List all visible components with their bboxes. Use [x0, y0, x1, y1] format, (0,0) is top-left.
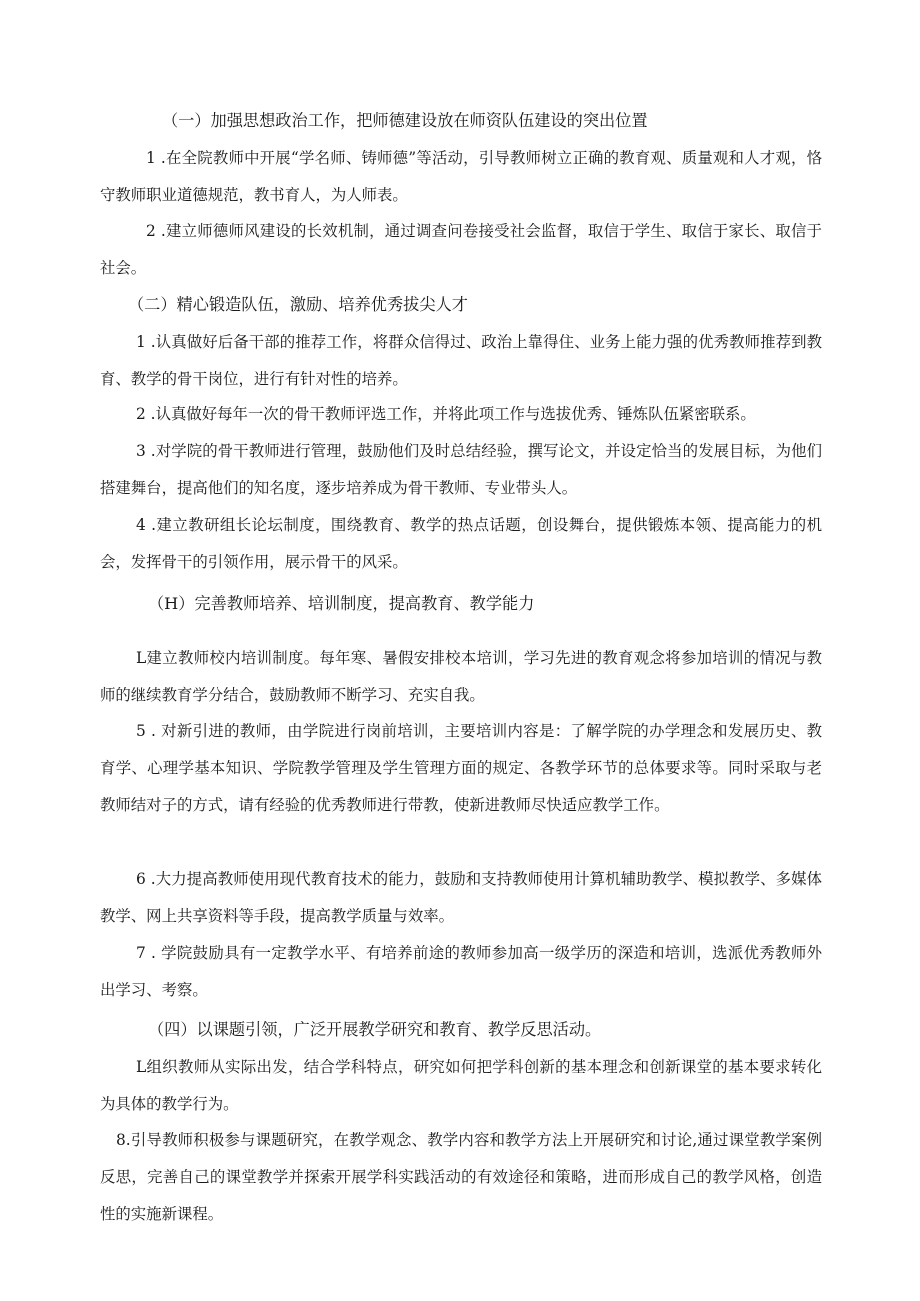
paragraph-1-2: 2 .建立师德师风建设的长效机制，通过调查问卷接受社会监督，取信于学生、取信于家长、取信于社会。 [100, 222, 822, 277]
paragraph-4-1: L组织教师从实际出发，结合学科特点，研究如何把学科创新的基本理念和创新课堂的基本要求转化为具体的教学行为。 [100, 1058, 822, 1113]
section-heading-4: （四）以课题引领，广泛开展教学研究和教育、教学反思活动。 [148, 1020, 602, 1039]
paragraph-2-4: 4 .建立教研组长论坛制度，围绕教育、教学的热点话题，创设舞台，提供锻炼本领、提高能力的机会，发挥骨干的引领作用，展示骨干的风采。 [100, 516, 822, 571]
paragraph-2-1: 1 .认真做好后备干部的推荐工作，将群众信得过、政治上靠得住、业务上能力强的优秀教师推荐到教育、教学的骨干岗位，进行有针对性的培养。 [100, 333, 822, 388]
paragraph-3-3: 6 .大力提高教师使用现代教育技术的能力，鼓励和支持教师使用计算机辅助教学、模拟教学、多媒体教学、网上共享资料等手段，提高教学质量与效率。 [100, 870, 822, 925]
paragraph-1-1: 1 .在全院教师中开展“学名师、铸师德”等活动，引导教师树立正确的教育观、质量观和人才观，恪守教师职业道德规范，教书育人，为人师表。 [100, 149, 822, 204]
paragraph-2-3: 3 .对学院的骨干教师进行管理，鼓励他们及时总结经验，撰写论文，并设定恰当的发展目标，为他们搭建舞台，提高他们的知名度，逐步培养成为骨干教师、专业带头人。 [100, 442, 822, 497]
paragraph-3-2: 5 . 对新引进的教师，由学院进行岗前培训，主要培训内容是：了解学院的办学理念和发展历史、教育学、心理学基本知识、学院教学管理及学生管理方面的规定、各教学环节的总体要求等。同时采取与老教师结对子的方式，请有经验的优秀教师进行带教，使新进教师尽快适应教学工作。 [100, 722, 822, 814]
section-heading-1: （一）加强思想政治工作，把师德建设放在师资队伍建设的突出位置 [162, 111, 648, 130]
paragraph-4-2: 8.引导教师积极参与课题研究，在教学观念、教学内容和教学方法上开展研究和讨论,通过课堂教学案例反思，完善自己的课堂教学并探索开展学科实践活动的有效途径和策略，进而形成自己的教学风格，创造性的实施新课程。 [100, 1131, 822, 1223]
section-heading-2: （二）精心锻造队伍，激励、培养优秀拔尖人才 [128, 295, 468, 314]
paragraph-2-2: 2 .认真做好每年一次的骨干教师评选工作，并将此项工作与选拔优秀、锤炼队伍紧密联系。 [136, 405, 756, 423]
paragraph-3-1: L建立教师校内培训制度。每年寒、暑假安排校本培训，学习先进的教育观念将参加培训的情况与教师的继续教育学分结合，鼓励教师不断学习、充实自我。 [100, 649, 822, 704]
paragraph-3-4: 7 . 学院鼓励具有一定教学水平、有培养前途的教师参加高一级学历的深造和培训，选派优秀教师外出学习、考察。 [100, 944, 822, 999]
section-heading-3: （H）完善教师培养、培训制度，提高教育、教学能力 [148, 594, 535, 613]
